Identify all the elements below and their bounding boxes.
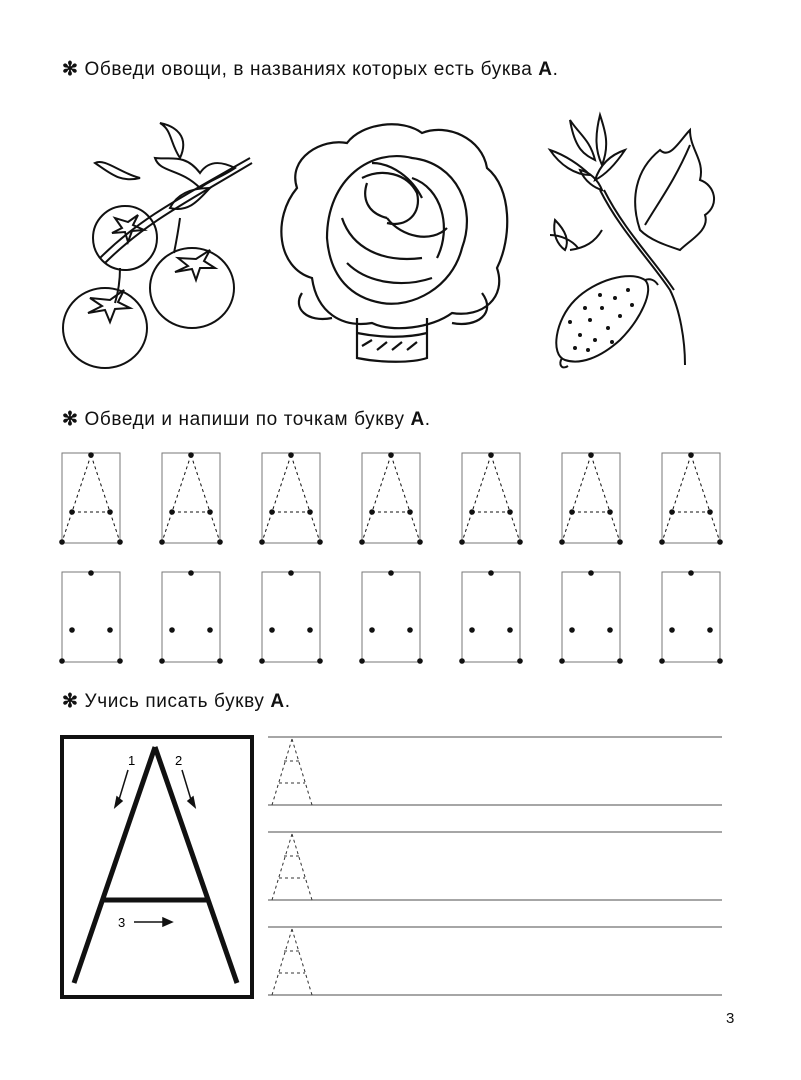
tracing-letter-box[interactable] xyxy=(459,452,523,545)
task-3-instruction: ✻ Учись писать букву А. xyxy=(62,691,291,712)
writing-line[interactable] xyxy=(268,832,722,900)
tracing-dots-box[interactable] xyxy=(459,570,523,664)
page-number: 3 xyxy=(726,1010,735,1027)
writing-practice-lines[interactable] xyxy=(260,725,730,1005)
tracing-letter-box[interactable] xyxy=(259,452,323,545)
tracing-letter-box[interactable] xyxy=(359,452,423,545)
cabbage-illustration[interactable] xyxy=(272,118,512,363)
tracing-dots-box[interactable] xyxy=(659,570,723,664)
letter-a-stroke-order xyxy=(60,735,255,1000)
task-1-instruction: ✻ Обведи овощи, в названиях которых есть буква А. xyxy=(62,59,559,80)
asterisk-icon: ✻ xyxy=(62,59,79,80)
tracing-letter-box[interactable] xyxy=(659,452,723,545)
tracing-letter-box[interactable] xyxy=(559,452,623,545)
tracing-dots-box[interactable] xyxy=(159,570,223,664)
tracing-dots-box[interactable] xyxy=(359,570,423,664)
cucumber-illustration[interactable] xyxy=(540,110,730,370)
stroke-label-2: 2 xyxy=(175,753,183,768)
tracing-letter-box[interactable] xyxy=(159,452,223,545)
stroke-label-1: 1 xyxy=(128,753,136,768)
task-2-instruction: ✻ Обведи и напиши по точкам букву А. xyxy=(62,409,431,430)
tracing-letter-row xyxy=(0,440,801,560)
writing-line[interactable] xyxy=(268,927,722,995)
tracing-dots-row xyxy=(0,560,801,670)
asterisk-icon: ✻ xyxy=(62,409,79,430)
asterisk-icon: ✻ xyxy=(62,691,79,712)
tracing-letter-box[interactable] xyxy=(59,452,123,545)
tracing-dots-box[interactable] xyxy=(559,570,623,664)
tomato-illustration[interactable] xyxy=(60,118,270,378)
tracing-dots-box[interactable] xyxy=(259,570,323,664)
writing-line[interactable] xyxy=(268,737,722,805)
stroke-label-3: 3 xyxy=(118,915,126,930)
tracing-dots-box[interactable] xyxy=(59,570,123,664)
